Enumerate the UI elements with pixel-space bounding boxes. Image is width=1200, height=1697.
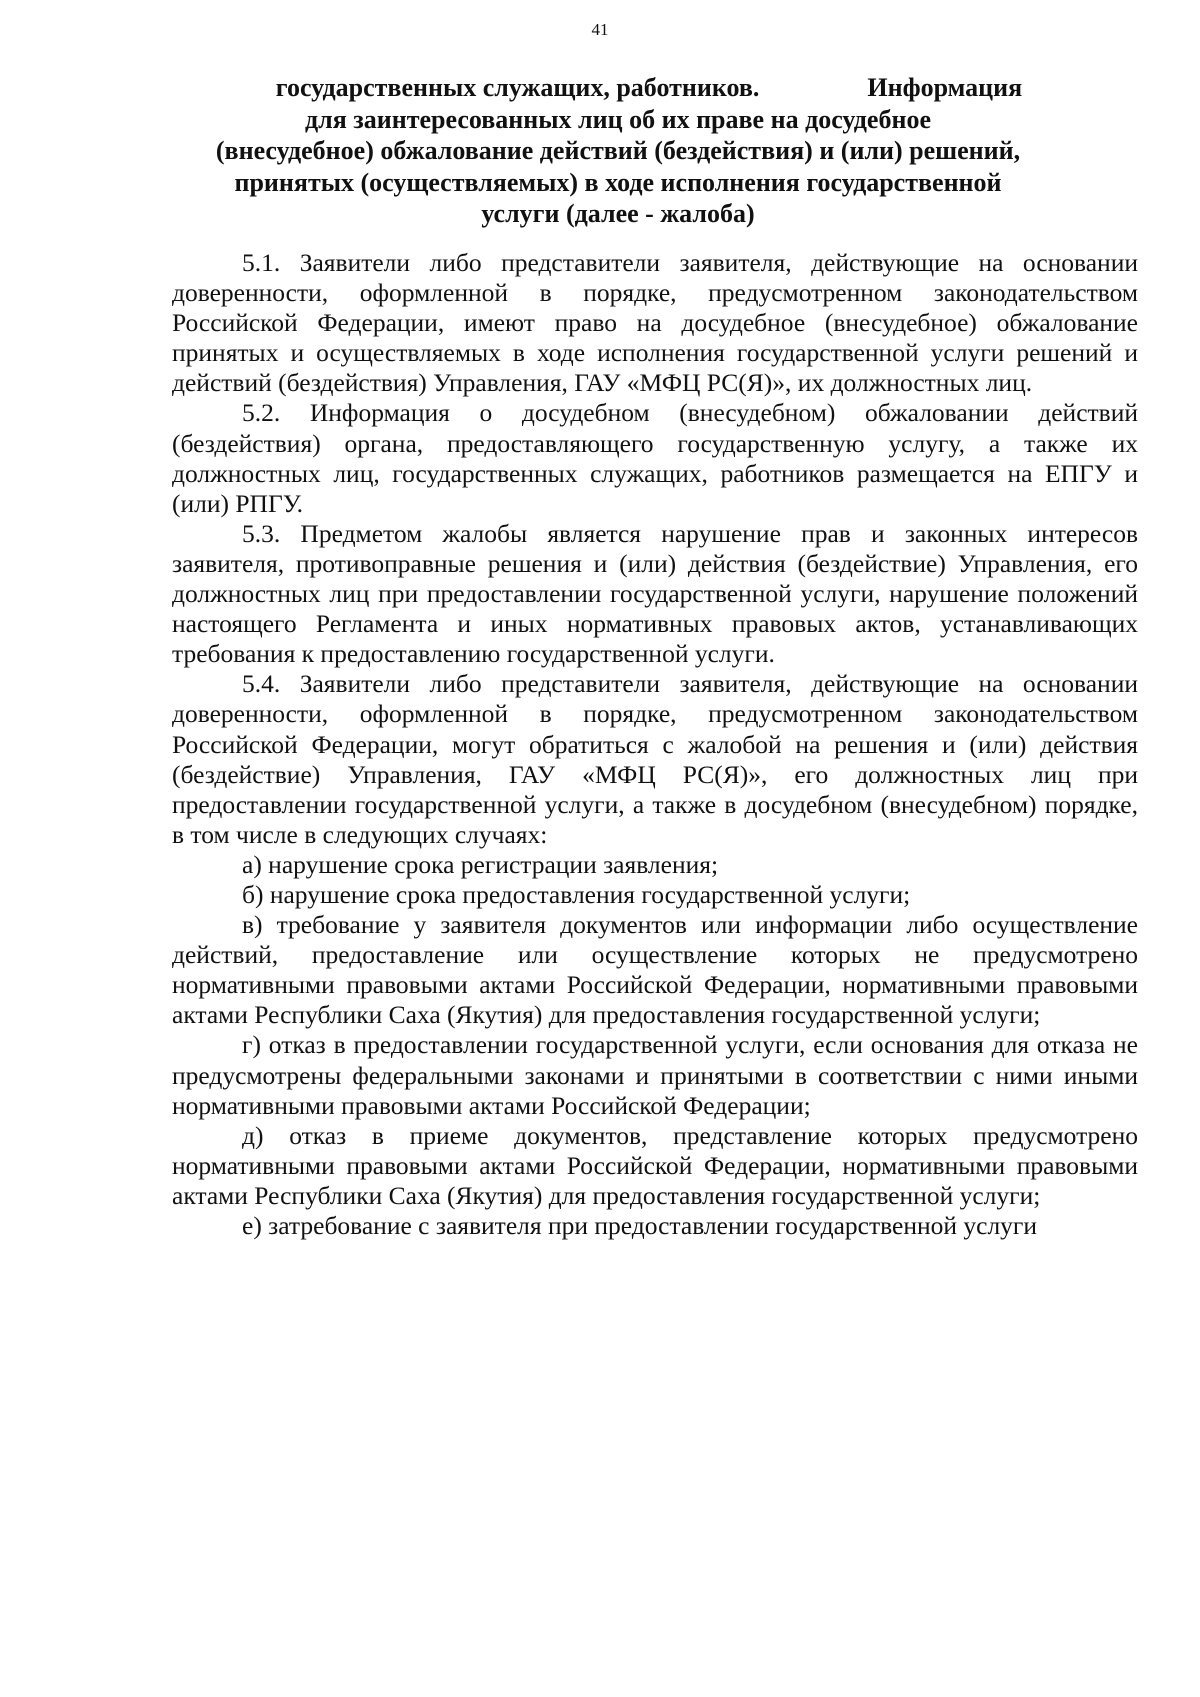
heading-line-3: (внесудебное) обжалование действий (бездействия) и (или) решений, (215, 136, 1021, 165)
paragraph-5-2: 5.2. Информация о досудебном (внесудебном) обжаловании действий (бездействия) органа, предоставляющего государственную услугу, а также их должностных лиц, государственных служащих, работников размещается на ЕПГУ и (или) РПГУ. (172, 398, 1138, 518)
heading-line-5: услуги (далее - жалоба) (481, 199, 755, 228)
list-item-d: д) отказ в приеме документов, представление которых предусмотрено нормативными правовыми актами Российской Федерации, нормативными правовыми актами Республики Саха (Якутия) для предоставления государственной услуги; (172, 1120, 1138, 1210)
document-body (172, 248, 1138, 1241)
section-heading (170, 72, 1066, 230)
heading-line-1 (170, 72, 1066, 104)
heading-line-1-left: государственных служащих, работников. (275, 73, 760, 102)
page-number: 41 (591, 20, 609, 39)
list-item-g: г) отказ в предоставлении государственной услуги, если основания для отказа не предусмотрены федеральными законами и принятыми в соответствии с ними иными нормативными правовыми актами Российской Федерации; (172, 1030, 1138, 1120)
paragraph-5-4: 5.4. Заявители либо представители заявителя, действующие на основании доверенности, оформленной в порядке, предусмотренном законодательством Российской Федерации, могут обратиться с жалобой на решения и (или) действия (бездействие) Управления, ГАУ «МФЦ РС(Я)», его должностных лиц при предоставлении государственной услуги, а также в досудебном (внесудебном) порядке, в том числе в следующих случаях: (172, 669, 1138, 849)
heading-line-4: принятых (осуществляемых) в ходе исполнения государственной (234, 167, 1002, 197)
list-item-b: б) нарушение срока предоставления государственной услуги; (242, 879, 911, 909)
list-item-v: в) требование у заявителя документов или информации либо осуществление действий, предоставление или осуществление которых не предусмотрено нормативными правовыми актами Российской Федерации, нормативными правовыми актами Республики Саха (Якутия) для предоставления государственной услуги; (172, 910, 1138, 1030)
list-item-e: е) затребование с заявителя при предоставлении государственной услуги (242, 1211, 1038, 1240)
paragraph-5-3: 5.3. Предметом жалобы является нарушение прав и законных интересов заявителя, противоправные решения и (или) действия (бездействие) Управления, его должностных лиц при предоставлении государственной услуги, нарушение положений настоящего Регламента и иных нормативных правовых актов, устанавливающих требования к предоставлению государственной услуги. (172, 518, 1138, 669)
list-item-a: а) нарушение срока регистрации заявления; (242, 849, 719, 879)
heading-line-2: для заинтересованных лиц об их праве на досудебное (305, 104, 931, 134)
paragraph-5-1: 5.1. Заявители либо представители заявителя, действующие на основании доверенности, оформленной в порядке, предусмотренном законодательством Российской Федерации, имеют право на досудебное (внесудебное) обжалование принятых и осуществляемых в ходе исполнения государственной услуги решений и действий (бездействия) Управления, ГАУ «МФЦ РС(Я)», их должностных лиц. (172, 248, 1138, 398)
heading-line-1-right: Информация (867, 73, 1023, 102)
